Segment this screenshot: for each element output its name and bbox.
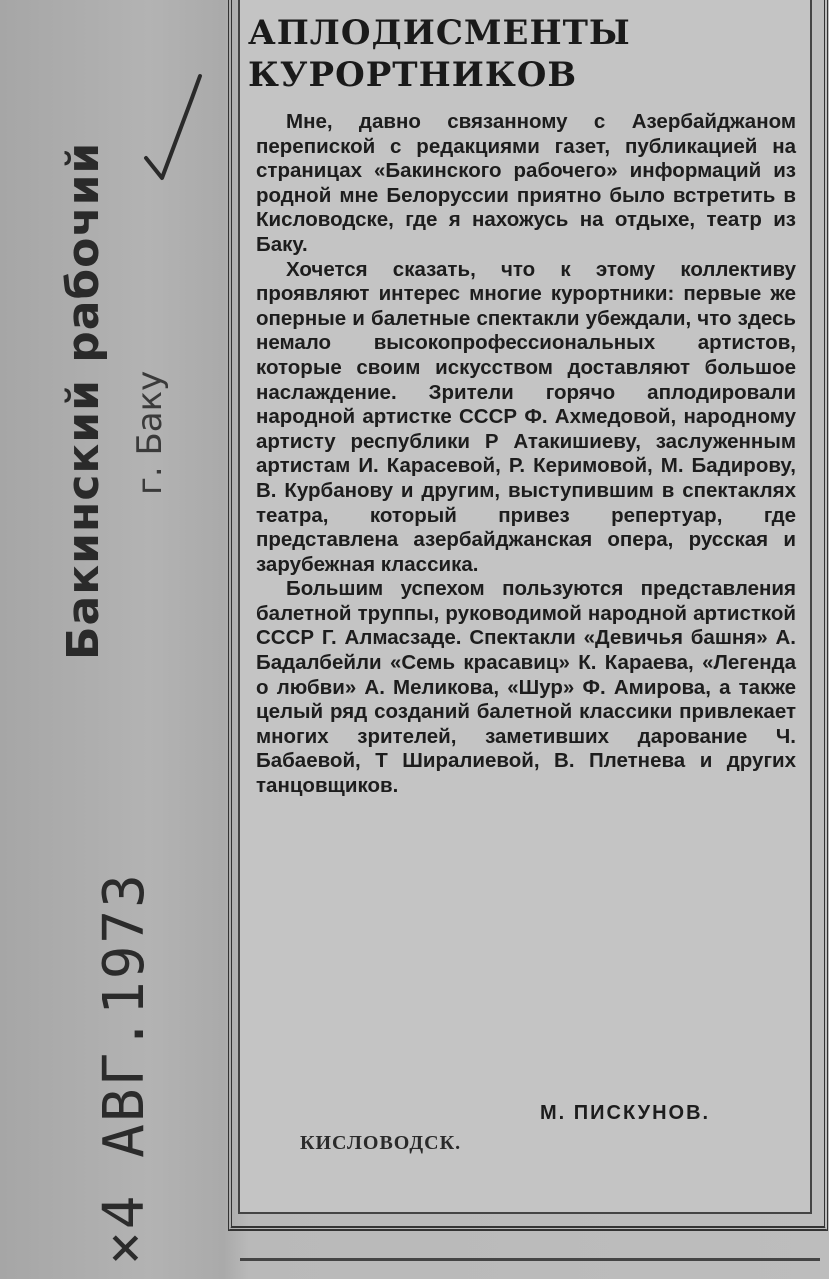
article-paragraph: Хочется сказать, что к этому коллективу проявляют интерес многие курортники: первые же оперные и балетные спектакли убеждали, что здесь немало высокопрофессиональных артистов, которые своим искусством доставляют большое наслаждение. Зрители горячо аплодировали народной артистке СССР Ф. Ахмедовой, народному артисту республики Р Атакишиеву, заслуженным артистам И. Карасевой, Р. Керимовой, М. Бадирову, В. Курбанову и другим, выступившим в спектаклях театра, который привез репертуар, где представлена азербайджанская опера, русская и зарубежная классика. [256,257,796,576]
headline-line: АПЛОДИСМЕНТЫ [248,13,631,53]
city-stamp: г. Баку [130,370,170,495]
newspaper-name-stamp: Бакинский рабочий [58,141,109,660]
article-author: М. ПИСКУНОВ. [540,1102,711,1124]
bottom-rule [240,1258,820,1261]
article-headline [248,12,798,96]
headline-line: КУРОРТНИКОВ [248,55,578,95]
checkmark-icon [140,70,210,190]
article-paragraph: Мне, давно связанному с Азербайджаном перепиской с редакциями газет, публикацией на страницах «Бакинского рабочего» информаций из родной мне Белоруссии приятно было встретить в Кисловодске, где я нахожусь на отдыхе, театр из Баку. [256,110,796,256]
article-paragraph: Большим успехом пользуются представления балетной труппы, руководимой народной артисткой СССР Г. Алмасзаде. Спектакли «Девичья башня» А. Бадалбейли «Семь красавиц» К. Караева, «Легенда о любви» А. Меликова, «Шур» Ф. Амирова, а также целый ряд созданий балетной классики привлекает многих зрителей, заметивших дарование Ч. Бабаевой, Т Ширалиевой, В. Плетнева и других танцовщиков. [256,577,796,798]
date-stamp: ×4 АВГ.1973 [92,872,157,1265]
article-dateline-place: КИСЛОВОДСК. [300,1132,462,1154]
article-body [256,110,796,799]
